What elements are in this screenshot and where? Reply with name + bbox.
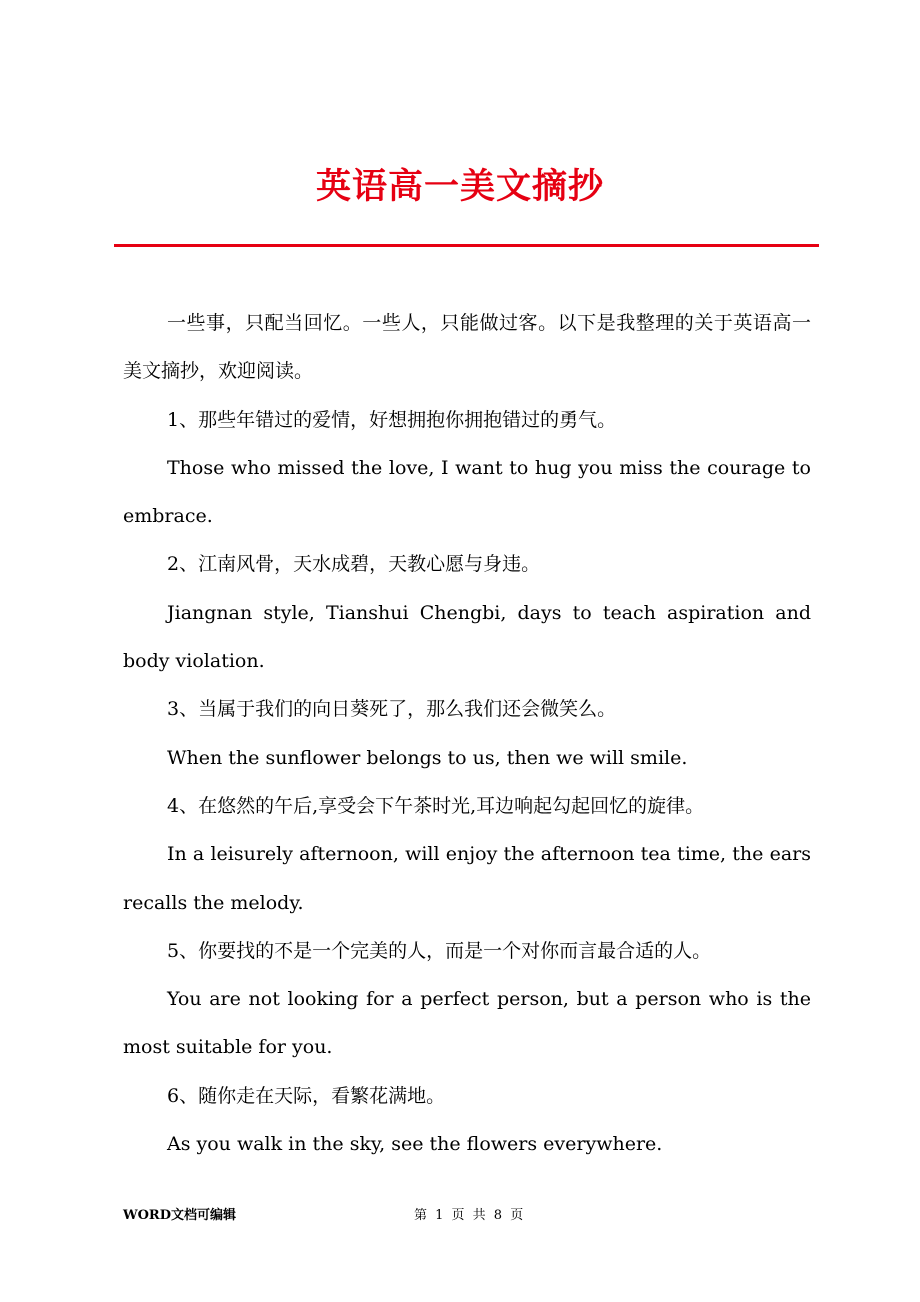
- quote-4-english: In a leisurely afternoon, will enjoy the afternoon tea time, the ears recalls the melody.: [123, 843, 811, 914]
- footer-editable-note: WORD文档可编辑: [123, 1208, 237, 1223]
- quote-5-chinese: 5、你要找的不是一个完美的人，而是一个对你而言最合适的人。: [167, 939, 712, 962]
- quote-5-english: You are not looking for a perfect person, but a person who is the most suitable for you.: [123, 988, 811, 1059]
- quote-3-english: When the sunflower belongs to us, then we will smile.: [167, 746, 688, 769]
- page-footer: [0, 1206, 920, 1226]
- quote-1-english: Those who missed the love, I want to hug you miss the courage to embrace.: [123, 456, 811, 528]
- quote-1-chinese: 1、那些年错过的爱情，好想拥抱你拥抱错过的勇气。: [167, 408, 617, 431]
- quote-3-chinese: 3、当属于我们的向日葵死了，那么我们还会微笑么。: [167, 698, 617, 721]
- intro-paragraph: 一些事，只配当回忆。一些人，只能做过客。以下是我整理的关于英语高一美文摘抄，欢迎阅读。: [123, 312, 811, 383]
- quote-6-chinese: 6、随你走在天际，看繁花满地。: [167, 1084, 446, 1107]
- page-number: 第 1 页 共 8 页: [414, 1208, 524, 1223]
- quote-2-chinese: 2、江南风骨，天水成碧，天教心愿与身违。: [167, 553, 541, 576]
- document-body: [123, 299, 811, 1168]
- quote-2-english: Jiangnan style, Tianshui Chengbi, days to teach aspiration and body violation.: [123, 601, 811, 673]
- document-title: 英语高一美文摘抄: [315, 166, 604, 207]
- quote-4-chinese: 4、在悠然的午后,享受会下午茶时光,耳边响起勾起回忆的旋律。: [167, 794, 705, 817]
- quote-6-english: As you walk in the sky, see the flowers everywhere.: [167, 1133, 663, 1156]
- title-divider: [114, 244, 819, 247]
